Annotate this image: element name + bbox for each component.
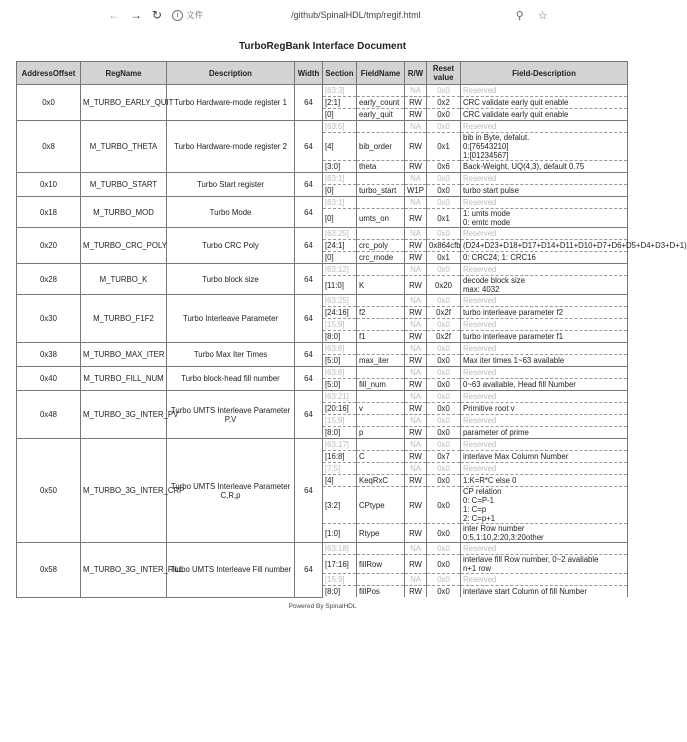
register-name: M_TURBO_CRC_POLY bbox=[81, 228, 167, 264]
field-reset: 0x0 bbox=[427, 319, 461, 331]
field-reset: 0x2f bbox=[427, 331, 461, 343]
field-fdesc: Reserved bbox=[461, 85, 628, 97]
field-sec: [1:0] bbox=[323, 524, 357, 543]
field-fdesc: Reserved bbox=[461, 415, 628, 427]
field-name: Rtype bbox=[357, 524, 405, 543]
field-reset: 0x1 bbox=[427, 209, 461, 228]
field-fdesc: interlave Max Column Number bbox=[461, 451, 628, 463]
field-name: f2 bbox=[357, 307, 405, 319]
field-name bbox=[357, 367, 405, 379]
field-rw: NA bbox=[405, 264, 427, 276]
field-sec: [63:5] bbox=[323, 121, 357, 133]
info-icon: i bbox=[172, 10, 183, 21]
field-reset: 0x0 bbox=[427, 574, 461, 586]
field-reset: 0x20 bbox=[427, 276, 461, 295]
field-rw: RW bbox=[405, 427, 427, 439]
register-width: 64 bbox=[295, 197, 323, 228]
bookmark-star-icon[interactable]: ☆ bbox=[537, 9, 548, 22]
field-sec: [63:6] bbox=[323, 367, 357, 379]
register-desc: Turbo block size bbox=[167, 264, 295, 295]
field-fdesc: turbo start pulse bbox=[461, 185, 628, 197]
field-rw: NA bbox=[405, 343, 427, 355]
register-width: 64 bbox=[295, 343, 323, 367]
field-sec: [63:18] bbox=[323, 543, 357, 555]
field-fdesc: Reserved bbox=[461, 173, 628, 185]
field-rw: RW bbox=[405, 133, 427, 161]
field-name bbox=[357, 295, 405, 307]
field-rw: RW bbox=[405, 209, 427, 228]
field-rw: RW bbox=[405, 307, 427, 319]
field-reset: 0x0 bbox=[427, 463, 461, 475]
field-reset: 0x0 bbox=[427, 173, 461, 185]
field-reset: 0x2f bbox=[427, 307, 461, 319]
register-name: M_TURBO_F1F2 bbox=[81, 295, 167, 343]
register-desc: Turbo UMTS Interleave Parameter C,R,p bbox=[167, 439, 295, 543]
field-fdesc: Reserved bbox=[461, 343, 628, 355]
field-name: C bbox=[357, 451, 405, 463]
field-sec: [15:9] bbox=[323, 574, 357, 586]
register-addr: 0x20 bbox=[17, 228, 81, 264]
register-width: 64 bbox=[295, 264, 323, 295]
register-addr: 0x40 bbox=[17, 367, 81, 391]
field-name: theta bbox=[357, 161, 405, 173]
register-addr: 0x58 bbox=[17, 543, 81, 598]
register-desc: Turbo UMTS Interleave Parameter P,V bbox=[167, 391, 295, 439]
reserved-field-row bbox=[17, 343, 628, 355]
field-sec: [5:0] bbox=[323, 379, 357, 391]
field-rw: W1P bbox=[405, 185, 427, 197]
register-addr: 0x18 bbox=[17, 197, 81, 228]
field-reset: 0x0 bbox=[427, 109, 461, 121]
register-addr: 0x8 bbox=[17, 121, 81, 173]
field-fdesc: decode block size max: 4032 bbox=[461, 276, 628, 295]
register-desc: Turbo Hardware-mode register 2 bbox=[167, 121, 295, 173]
field-rw: NA bbox=[405, 197, 427, 209]
field-fdesc: Max iter times 1~63 available bbox=[461, 355, 628, 367]
field-sec: [3:0] bbox=[323, 161, 357, 173]
field-name: turbo_start bbox=[357, 185, 405, 197]
field-reset: 0x0 bbox=[427, 427, 461, 439]
field-fdesc: bib in Byte, defalut. 0:[76543210] 1:[01234567] bbox=[461, 133, 628, 161]
field-sec: [0] bbox=[323, 109, 357, 121]
field-rw: RW bbox=[405, 97, 427, 109]
field-rw: NA bbox=[405, 121, 427, 133]
field-rw: NA bbox=[405, 574, 427, 586]
field-sec: [2:1] bbox=[323, 97, 357, 109]
register-desc: Turbo Interleave Parameter bbox=[167, 295, 295, 343]
field-rw: NA bbox=[405, 543, 427, 555]
reserved-field-row bbox=[17, 228, 628, 240]
field-rw: RW bbox=[405, 487, 427, 524]
register-desc: Turbo Mode bbox=[167, 197, 295, 228]
register-addr: 0x50 bbox=[17, 439, 81, 543]
field-name: fillPos bbox=[357, 586, 405, 598]
field-name bbox=[357, 319, 405, 331]
field-rw: RW bbox=[405, 240, 427, 252]
reserved-field-row bbox=[17, 197, 628, 209]
register-addr: 0x30 bbox=[17, 295, 81, 343]
field-name bbox=[357, 228, 405, 240]
register-name: M_TURBO_3G_INTER_CRP bbox=[81, 439, 167, 543]
field-fdesc: inter Row number 0:5,1:10,2:20,3:20other bbox=[461, 524, 628, 543]
reserved-field-row bbox=[17, 85, 628, 97]
field-reset: 0x1 bbox=[427, 252, 461, 264]
column-header: R/W bbox=[405, 62, 427, 85]
field-reset: 0x0 bbox=[427, 586, 461, 598]
field-rw: NA bbox=[405, 228, 427, 240]
field-reset: 0x2 bbox=[427, 97, 461, 109]
zoom-icon[interactable]: ⚲ bbox=[515, 9, 524, 22]
register-width: 64 bbox=[295, 85, 323, 121]
browser-toolbar bbox=[0, 0, 645, 30]
column-header: Description bbox=[167, 62, 295, 85]
register-desc: Turbo UMTS Interleave Fill number bbox=[167, 543, 295, 598]
field-reset: 0x0 bbox=[427, 391, 461, 403]
field-rw: NA bbox=[405, 439, 427, 451]
field-rw: RW bbox=[405, 379, 427, 391]
field-reset: 0x0 bbox=[427, 555, 461, 574]
reserved-field-row bbox=[17, 543, 628, 555]
field-fdesc: turbo interleave parameter f2 bbox=[461, 307, 628, 319]
field-rw: NA bbox=[405, 415, 427, 427]
register-name: M_TURBO_MAX_ITER bbox=[81, 343, 167, 367]
field-reset: 0x0 bbox=[427, 487, 461, 524]
field-name: early_count bbox=[357, 97, 405, 109]
field-fdesc: Reserved bbox=[461, 367, 628, 379]
field-name bbox=[357, 173, 405, 185]
field-sec: [63:21] bbox=[323, 391, 357, 403]
field-rw: NA bbox=[405, 367, 427, 379]
field-reset: 0x0 bbox=[427, 543, 461, 555]
field-reset: 0x0 bbox=[427, 343, 461, 355]
field-rw: NA bbox=[405, 319, 427, 331]
field-rw: RW bbox=[405, 109, 427, 121]
field-fdesc: Primitive root v bbox=[461, 403, 628, 415]
field-name bbox=[357, 264, 405, 276]
page-title: TurboRegBank Interface Document bbox=[238, 41, 407, 52]
field-name bbox=[357, 439, 405, 451]
reload-icon[interactable]: ↻ bbox=[152, 8, 163, 22]
field-reset: 0x0 bbox=[427, 295, 461, 307]
reserved-field-row bbox=[17, 439, 628, 451]
field-fdesc: CP relation 0: C=P-1 1: C=p 2: C=p+1 bbox=[461, 487, 628, 524]
field-sec: [11:0] bbox=[323, 276, 357, 295]
register-addr: 0x48 bbox=[17, 391, 81, 439]
field-sec: [0] bbox=[323, 252, 357, 264]
site-info[interactable] bbox=[172, 9, 203, 21]
field-reset: 0x0 bbox=[427, 264, 461, 276]
field-sec: [17:16] bbox=[323, 555, 357, 574]
field-sec: [24:1] bbox=[323, 240, 357, 252]
register-width: 64 bbox=[295, 173, 323, 197]
register-name: M_TURBO_START bbox=[81, 173, 167, 197]
register-width: 64 bbox=[295, 121, 323, 173]
register-width: 64 bbox=[295, 295, 323, 343]
field-sec: [63:6] bbox=[323, 343, 357, 355]
field-rw: NA bbox=[405, 85, 427, 97]
field-reset: 0x0 bbox=[427, 197, 461, 209]
field-name bbox=[357, 574, 405, 586]
field-name bbox=[357, 343, 405, 355]
url-scheme-label: 文件 bbox=[186, 10, 204, 20]
field-sec: [8:0] bbox=[323, 586, 357, 598]
reserved-field-row bbox=[17, 173, 628, 185]
field-sec: [4] bbox=[323, 133, 357, 161]
field-rw: RW bbox=[405, 524, 427, 543]
reserved-field-row bbox=[17, 391, 628, 403]
field-rw: RW bbox=[405, 555, 427, 574]
field-rw: RW bbox=[405, 403, 427, 415]
field-name bbox=[357, 543, 405, 555]
field-sec: [15:9] bbox=[323, 415, 357, 427]
field-fdesc: CRC validate early quit enable bbox=[461, 109, 628, 121]
field-rw: RW bbox=[405, 252, 427, 264]
field-sec: [63:25] bbox=[323, 295, 357, 307]
field-rw: NA bbox=[405, 295, 427, 307]
field-name: umts_on bbox=[357, 209, 405, 228]
field-fdesc: interlave start Column of fill Number bbox=[461, 586, 628, 598]
field-reset: 0x0 bbox=[427, 228, 461, 240]
field-sec: [20:16] bbox=[323, 403, 357, 415]
address-bar[interactable]: /github/SpinalHDL/tmp/regif.html bbox=[291, 10, 421, 20]
register-width: 64 bbox=[295, 391, 323, 439]
field-sec: [63:1] bbox=[323, 197, 357, 209]
register-addr: 0x10 bbox=[17, 173, 81, 197]
field-reset: 0x6 bbox=[427, 161, 461, 173]
field-reset: 0x7 bbox=[427, 451, 461, 463]
field-rw: RW bbox=[405, 161, 427, 173]
field-fdesc: Reserved bbox=[461, 574, 628, 586]
field-sec: [8:0] bbox=[323, 331, 357, 343]
field-fdesc: Reserved bbox=[461, 121, 628, 133]
field-name: crc_poly bbox=[357, 240, 405, 252]
field-reset: 0x1 bbox=[427, 133, 461, 161]
field-name: KeqRxC bbox=[357, 475, 405, 487]
field-sec: [3:2] bbox=[323, 487, 357, 524]
field-fdesc: Reserved bbox=[461, 319, 628, 331]
register-desc: Turbo Start register bbox=[167, 173, 295, 197]
field-name bbox=[357, 121, 405, 133]
register-desc: Turbo block-head fill number bbox=[167, 367, 295, 391]
field-name: early_quit bbox=[357, 109, 405, 121]
field-fdesc: Back-Weight, UQ(4,3), default 0.75 bbox=[461, 161, 628, 173]
field-fdesc: Reserved bbox=[461, 439, 628, 451]
reserved-field-row bbox=[17, 367, 628, 379]
field-name: v bbox=[357, 403, 405, 415]
field-sec: [63:1] bbox=[323, 173, 357, 185]
column-header: Reset value bbox=[427, 62, 461, 85]
reserved-field-row bbox=[17, 295, 628, 307]
field-name bbox=[357, 391, 405, 403]
field-sec: [0] bbox=[323, 185, 357, 197]
column-header: RegName bbox=[81, 62, 167, 85]
forward-arrow-icon[interactable]: → bbox=[130, 8, 142, 22]
field-sec: [8:0] bbox=[323, 427, 357, 439]
field-fdesc: Reserved bbox=[461, 197, 628, 209]
field-name bbox=[357, 463, 405, 475]
field-sec: [63:12] bbox=[323, 264, 357, 276]
field-name bbox=[357, 85, 405, 97]
field-reset: 0x0 bbox=[427, 367, 461, 379]
register-width: 64 bbox=[295, 439, 323, 543]
field-reset: 0x0 bbox=[427, 379, 461, 391]
field-sec: [4] bbox=[323, 475, 357, 487]
register-desc: Turbo Hardware-mode register 1 bbox=[167, 85, 295, 121]
field-sec: [15:9] bbox=[323, 319, 357, 331]
field-reset: 0x0 bbox=[427, 439, 461, 451]
field-rw: RW bbox=[405, 451, 427, 463]
field-sec: [7:5] bbox=[323, 463, 357, 475]
register-addr: 0x28 bbox=[17, 264, 81, 295]
field-reset: 0x0 bbox=[427, 355, 461, 367]
field-reset: 0x0 bbox=[427, 185, 461, 197]
register-name: M_TURBO_MOD bbox=[81, 197, 167, 228]
field-reset: 0x0 bbox=[427, 524, 461, 543]
field-sec: [16:8] bbox=[323, 451, 357, 463]
field-rw: RW bbox=[405, 331, 427, 343]
register-name: M_TURBO_FILL_NUM bbox=[81, 367, 167, 391]
register-name: M_TURBO_3G_INTER_FILL bbox=[81, 543, 167, 598]
field-name: K bbox=[357, 276, 405, 295]
column-header: Width bbox=[295, 62, 323, 85]
field-name: CPtype bbox=[357, 487, 405, 524]
field-name: fillRow bbox=[357, 555, 405, 574]
field-reset: 0x0 bbox=[427, 475, 461, 487]
field-rw: RW bbox=[405, 586, 427, 598]
register-name: M_TURBO_K bbox=[81, 264, 167, 295]
field-fdesc: (D24+D23+D18+D17+D14+D11+D10+D7+D6+D5+D4+D3+D+1) bbox=[461, 240, 628, 252]
field-fdesc: Reserved bbox=[461, 543, 628, 555]
field-sec: [63:3] bbox=[323, 85, 357, 97]
register-desc: Turbo Max Iter Times bbox=[167, 343, 295, 367]
field-reset: 0x0 bbox=[427, 85, 461, 97]
column-header: Field-Description bbox=[461, 62, 628, 85]
field-fdesc: turbo interleave parameter f1 bbox=[461, 331, 628, 343]
field-fdesc: parameter of prime bbox=[461, 427, 628, 439]
column-header: Section bbox=[323, 62, 357, 85]
column-header: AddressOffset bbox=[17, 62, 81, 85]
field-fdesc: 0: CRC24; 1: CRC16 bbox=[461, 252, 628, 264]
field-rw: RW bbox=[405, 355, 427, 367]
field-fdesc: 0~63 avaliable, Head fill Number bbox=[461, 379, 628, 391]
field-fdesc: Reserved bbox=[461, 264, 628, 276]
field-reset: 0x0 bbox=[427, 415, 461, 427]
field-name: f1 bbox=[357, 331, 405, 343]
register-addr: 0x38 bbox=[17, 343, 81, 367]
field-sec: [24:16] bbox=[323, 307, 357, 319]
register-name: M_TURBO_THETA bbox=[81, 121, 167, 173]
field-fdesc: interlave fill Row number, 0~2 avaliable n+1 row bbox=[461, 555, 628, 574]
field-fdesc: Reserved bbox=[461, 391, 628, 403]
field-sec: [0] bbox=[323, 209, 357, 228]
field-sec: [63:17] bbox=[323, 439, 357, 451]
field-sec: [5:0] bbox=[323, 355, 357, 367]
field-reset: 0x0 bbox=[427, 403, 461, 415]
field-name: bib_order bbox=[357, 133, 405, 161]
field-rw: RW bbox=[405, 276, 427, 295]
field-rw: NA bbox=[405, 463, 427, 475]
register-name: M_TURBO_EARLY_QUIT bbox=[81, 85, 167, 121]
field-fdesc: Reserved bbox=[461, 228, 628, 240]
field-name: max_iter bbox=[357, 355, 405, 367]
column-header: FieldName bbox=[357, 62, 405, 85]
register-name: M_TURBO_3G_INTER_PV bbox=[81, 391, 167, 439]
register-desc: Turbo CRC Poly bbox=[167, 228, 295, 264]
field-fdesc: 1: umts mode 0: emtc mode bbox=[461, 209, 628, 228]
field-reset: 0x864cfb bbox=[427, 240, 461, 252]
field-name bbox=[357, 415, 405, 427]
register-width: 64 bbox=[295, 367, 323, 391]
field-fdesc: CRC validate early quit enable bbox=[461, 97, 628, 109]
field-rw: RW bbox=[405, 475, 427, 487]
field-reset: 0x0 bbox=[427, 121, 461, 133]
field-name: crc_mode bbox=[357, 252, 405, 264]
field-rw: NA bbox=[405, 391, 427, 403]
field-fdesc: Reserved bbox=[461, 295, 628, 307]
field-name: fill_num bbox=[357, 379, 405, 391]
footer-text: Powered By SpinalHDL bbox=[288, 602, 357, 610]
back-arrow-icon[interactable]: ← bbox=[108, 8, 120, 22]
reserved-field-row bbox=[17, 121, 628, 133]
field-name: p bbox=[357, 427, 405, 439]
register-addr: 0x0 bbox=[17, 85, 81, 121]
register-width: 64 bbox=[295, 543, 323, 598]
register-table bbox=[16, 61, 687, 598]
field-name bbox=[357, 197, 405, 209]
register-width: 64 bbox=[295, 228, 323, 264]
reserved-field-row bbox=[17, 264, 628, 276]
field-fdesc: 1:K=R*C else 0 bbox=[461, 475, 628, 487]
field-fdesc: Reserved bbox=[461, 463, 628, 475]
field-sec: [63:25] bbox=[323, 228, 357, 240]
field-rw: NA bbox=[405, 173, 427, 185]
